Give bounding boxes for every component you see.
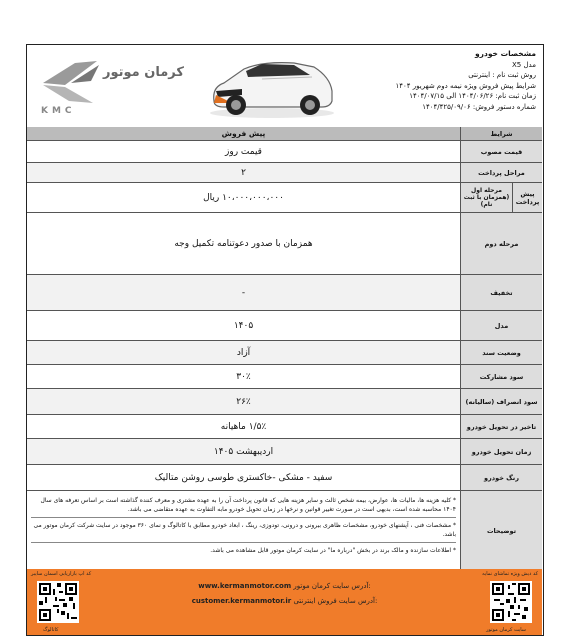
table-row [27, 341, 542, 365]
qr-left-caption: کاتالوگ [43, 627, 59, 633]
row-value: همزمان با صدور دعوتنامه تکمیل وجه [174, 238, 313, 249]
footer-bar [27, 569, 542, 635]
notes-list [27, 491, 460, 570]
row-value: سفید - مشکی -خاکستری طوسی روشن متالیک [154, 472, 333, 483]
note-item: * کلیه هزینه ها، مالیات ها، عوارض، بیمه شخص ثالث و سایر هزینه هایی که قانون پرداخت آن را به عهده مشتری و معرف کننده گذاشته است بر اساس تعرفه های سال ۱۴۰۴ محاسبه شده است، بدیهی است در صورت تغییر قوانین و نرخها در زمان تحویل خودرو مابه التفاوت به عهده متقاضی می باشد. [31, 493, 456, 518]
vehicle-specs [346, 49, 536, 112]
table-row [27, 213, 542, 275]
qr-right-caption: سایت کرمان موتور [486, 627, 526, 633]
row-value: - [241, 287, 246, 298]
table-row [27, 141, 542, 163]
row-value: ۱/۵٪ ماهیانه [220, 421, 267, 432]
row-value: ۲ [241, 167, 246, 178]
specs-registration-time: زمان ثبت نام: ۱۴۰۴/۰۶/۲۶ الی ۱۴۰۴/۰۷/۱۵ [409, 92, 536, 100]
brand-name: کرمان موتور [103, 65, 184, 80]
row-label: قیمت مصوب [460, 141, 542, 162]
row-label: تاخیر در تحویل خودرو [460, 415, 542, 438]
sales-url[interactable]: customer.kermanmotor.ir [191, 597, 292, 605]
header-value: پیش فروش [27, 127, 460, 140]
table-row [27, 365, 542, 389]
header-label: شرایط [460, 127, 542, 140]
table-row [27, 275, 542, 311]
specs-conditions: شرایط پیش فروش ویژه نیمه دوم شهریور ۱۴۰۴ [395, 81, 536, 90]
specs-circular: شماره دستور فروش: ۱۴۰۴/۴۲۵/۰۹/۰۶ [422, 102, 536, 111]
sheet-header [27, 45, 542, 128]
row-label: زمان تحویل خودرو [460, 439, 542, 464]
footer-contact [147, 581, 422, 607]
qr-code-catalog[interactable] [37, 581, 79, 623]
row-label: مدل [460, 311, 542, 340]
car-image [202, 51, 342, 121]
kmc-logo [35, 55, 165, 115]
notes-row [27, 491, 542, 571]
row-value: آزاد [236, 347, 251, 358]
row-label: وضعیت سند [460, 341, 542, 364]
row-value: اردیبهشت ۱۴۰۵ [213, 446, 274, 457]
qr-right-title: کد دیش ویژه تماشای نمایه [482, 571, 538, 577]
table-row [27, 163, 542, 183]
qr-left-title: کد اپ بازاریابی اسمان سایبر [31, 571, 92, 577]
price-sheet [26, 44, 544, 636]
row-label: مرحله دوم [460, 213, 542, 274]
table-row [27, 439, 542, 465]
table-row [27, 415, 542, 439]
row-value: قیمت روز [225, 146, 262, 157]
sales-label: آدرس سایت فروش اینترنتی: [293, 597, 378, 605]
row-value: ۱۴۰۵ [233, 320, 254, 331]
svg-text:KMC: KMC [41, 106, 76, 115]
row-value: ۳۰٪ [236, 371, 251, 382]
row-label: پیش پرداخت [512, 183, 542, 212]
note-item: * اطلاعات سازنده و مالک برند در بخش "درباره ما" در سایت کرمان موتور قابل مشاهده می باشد. [210, 547, 456, 554]
site-url[interactable]: www.kermanmotor.com [198, 582, 292, 590]
row-label: تخفیف [460, 275, 542, 310]
specs-title: مشخصات خودرو [475, 49, 536, 58]
table-row [27, 311, 542, 341]
row-sub-label: مرحله اول (همزمان با ثبت نام) [460, 183, 512, 212]
qr-code-site[interactable] [490, 581, 532, 623]
note-item: * مشخصات فنی ، آپشنهای خودرو، مشخصات ظاهری بیرونی و درونی، تودوزی، رینگ ، ابعاد خودرو مطابق با کاتالوگ و نمای ۳۶۰ موجود در سایت شرکت کرمان موتور می باشد. [31, 518, 456, 543]
row-label: رنگ خودرو [460, 465, 542, 490]
row-label: سود انصراف (سالیانه) [460, 389, 542, 414]
specs-sale-type: روش ثبت نام : اینترنتی [468, 71, 536, 79]
table-row [27, 465, 542, 491]
table-row [27, 183, 542, 213]
row-value: ۱۰،۰۰۰،۰۰۰،۰۰۰ ریال [203, 192, 284, 203]
table-header-row [27, 127, 542, 141]
specs-model: مدل X5 [512, 60, 536, 69]
site-label: آدرس سایت کرمان موتور: [293, 582, 371, 590]
row-label: مراحل پرداخت [460, 163, 542, 182]
row-value: ۲۶٪ [236, 396, 251, 407]
table-row [27, 389, 542, 415]
notes-label: توضیحات [460, 491, 542, 570]
row-label: سود مشارکت [460, 365, 542, 388]
